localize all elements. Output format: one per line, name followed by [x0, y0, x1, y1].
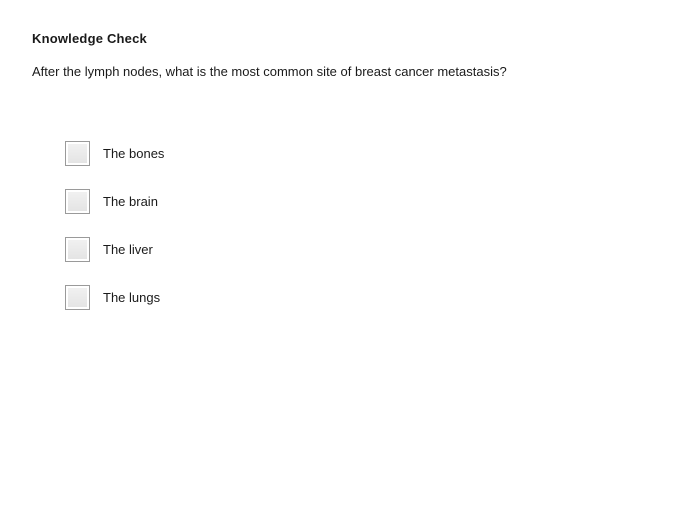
checkbox[interactable]	[65, 141, 90, 166]
answer-option-lungs[interactable]	[65, 283, 164, 311]
option-label: The lungs	[103, 289, 161, 305]
answer-option-liver[interactable]	[65, 235, 164, 263]
answer-options	[65, 139, 164, 331]
checkbox[interactable]	[65, 237, 90, 262]
option-label: The liver	[103, 241, 153, 257]
page-title: Knowledge Check	[32, 31, 147, 46]
option-label: The bones	[103, 145, 165, 161]
question-text: After the lymph nodes, what is the most common site of breast cancer metastasis?	[32, 64, 507, 79]
checkbox[interactable]	[65, 189, 90, 214]
answer-option-bones[interactable]	[65, 139, 164, 167]
option-label: The brain	[103, 193, 158, 209]
checkbox[interactable]	[65, 285, 90, 310]
answer-option-brain[interactable]	[65, 187, 164, 215]
